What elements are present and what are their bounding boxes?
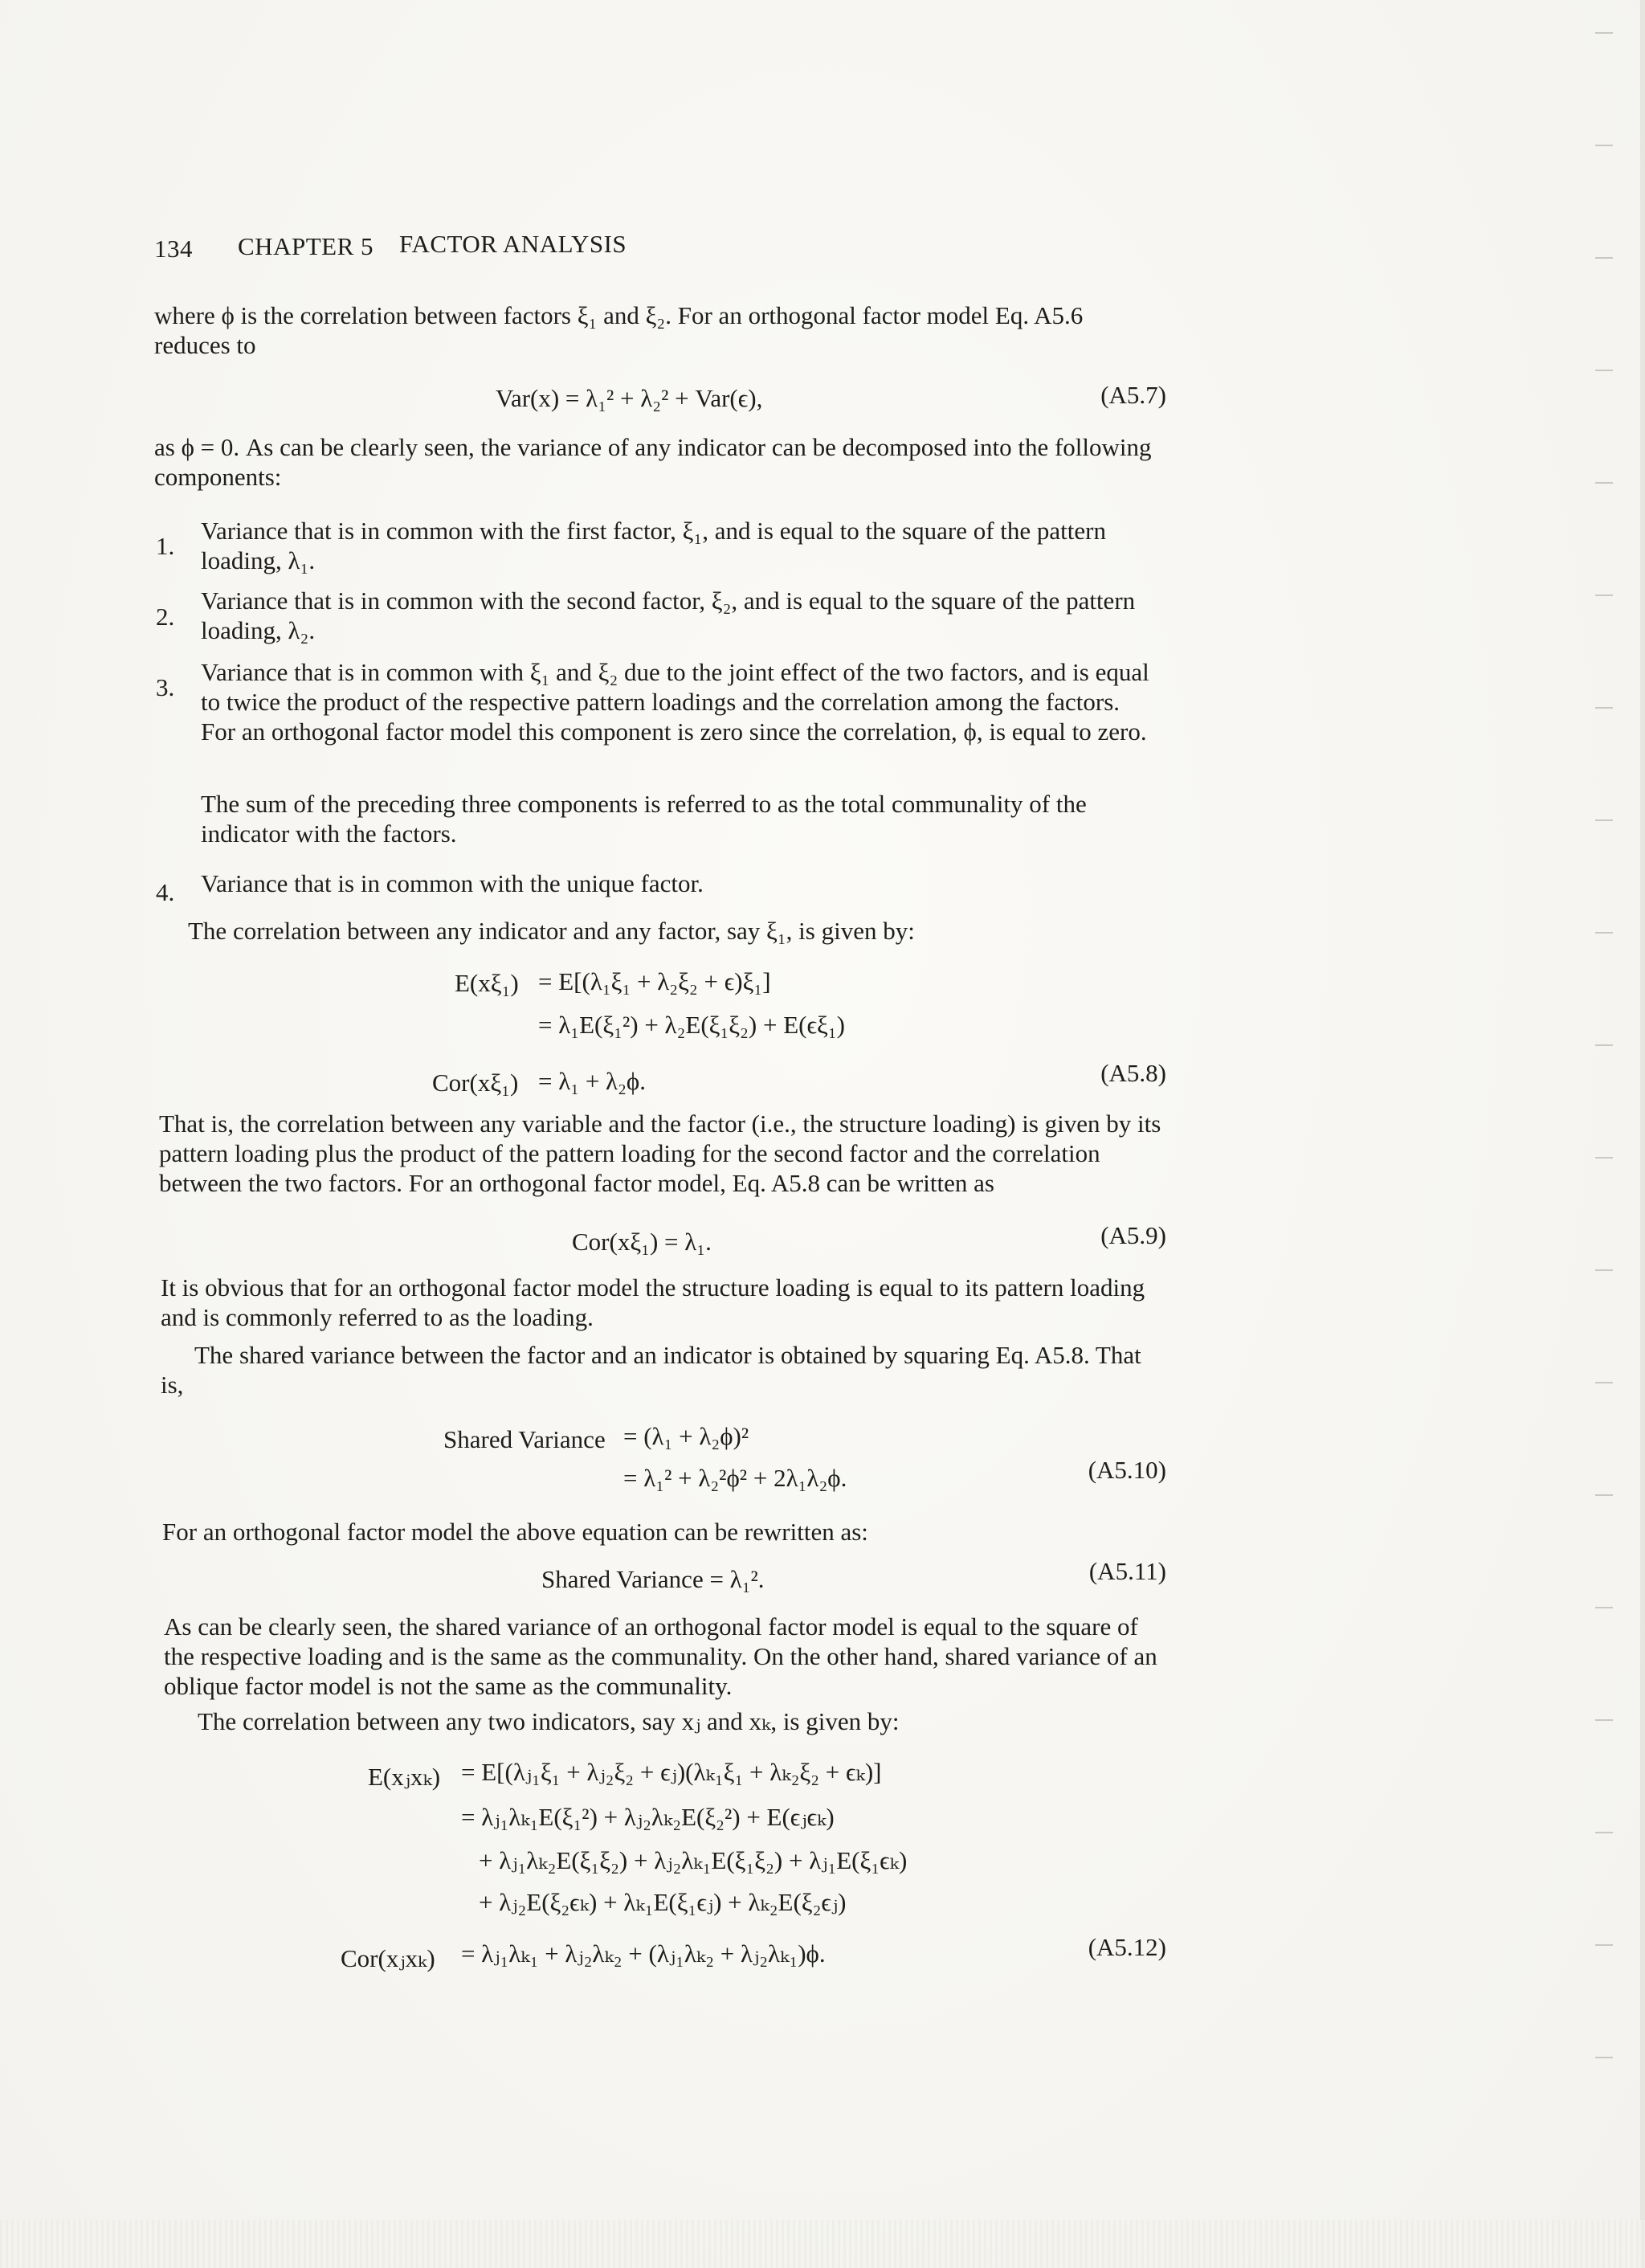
margin-tick [1595,819,1613,821]
equation-a5-12-line3-rhs: + λⱼ₁λₖ₂E(ξ₁ξ₂) + λⱼ₂λₖ₁E(ξ₁ξ₂) + λⱼ₁E(ξ₁ϵₖ) [479,1846,908,1874]
equation-a5-12-line4-rhs: + λⱼ₂E(ξ₂ϵₖ) + λₖ₁E(ξ₁ϵⱼ) + λₖ₂E(ξ₂ϵⱼ) [479,1888,847,1916]
margin-tick [1595,1157,1613,1159]
list-item: Variance that is in common with the first factor, ξ₁, and is equal to the square of the pattern loading, λ₁. [201,517,1106,574]
equation-a5-12-line2-rhs: = λⱼ₁λₖ₁E(ξ₁²) + λⱼ₂λₖ₂E(ξ₂²) + E(ϵⱼϵₖ) [461,1803,835,1831]
margin-tick [1595,257,1613,259]
equation-label-a5-12: (A5.12) [1088,1933,1166,1961]
equation-label-a5-9: (A5.9) [1100,1221,1166,1249]
paragraph-correlation-factor: The correlation between any indicator and any factor, say ξ₁, is given by: [188,917,915,945]
equation-a5-10-lhs: Shared Variance [443,1425,606,1453]
margin-tick [1595,2057,1613,2058]
paragraph-shared-variance: The shared variance between the factor and an indicator is obtained by squaring Eq. A5.8. That is, [161,1341,1141,1399]
equation-a5-10-line1-rhs: = (λ₁ + λ₂ϕ)² [623,1422,749,1450]
equation-a5-9: Cor(xξ₁) = λ₁. [572,1228,712,1256]
equation-a5-7: Var(x) = λ₁² + λ₂² + Var(ϵ), [496,384,763,412]
paragraph-structure-loading: That is, the correlation between any variable and the factor (i.e., the structure loading) is given by its pattern loading plus the product of the pattern loading for the second factor and the correlation between the two factors. For an orthogonal factor model, Eq. A5.8 can be written as [159,1109,1161,1197]
equation-label-a5-7: (A5.7) [1100,381,1166,409]
equation-a5-10-line2-rhs: = λ₁² + λ₂²ϕ² + 2λ₁λ₂ϕ. [623,1464,847,1492]
list-item-number: 4. [156,878,175,906]
scan-noise [0,2220,1645,2268]
equation-a5-8-line3-rhs: = λ₁ + λ₂ϕ. [538,1067,646,1095]
equation-a5-12-line1-rhs: = E[(λⱼ₁ξ₁ + λⱼ₂ξ₂ + ϵⱼ)(λₖ₁ξ₁ + λₖ₂ξ₂ + ϵₖ)] [461,1758,882,1786]
margin-tick [1595,1719,1613,1721]
margin-tick [1595,370,1613,371]
list-item: Variance that is in common with ξ₁ and ξ₂ due to the joint effect of the two factors, and is equal to twice the product of the respective pattern loadings and the correlation among the factors. For an orthogonal factor model this component is zero since the correlation, ϕ, is equal to zero. [201,658,1149,746]
margin-tick [1595,482,1613,484]
equation-a5-8-line2-rhs: = λ₁E(ξ₁²) + λ₂E(ξ₁ξ₂) + E(ϵξ₁) [538,1011,845,1039]
paragraph-orthogonal: It is obvious that for an orthogonal factor model the structure loading is equal to its pattern loading and is commonly referred to as the loading. [161,1273,1145,1331]
equation-a5-8-line1-rhs: = E[(λ₁ξ₁ + λ₂ξ₂ + ϵ)ξ₁] [538,967,771,995]
equation-a5-12-line1-lhs: E(xⱼxₖ) [368,1763,441,1791]
equation-a5-12-line5-rhs: = λⱼ₁λₖ₁ + λⱼ₂λₖ₂ + (λⱼ₁λₖ₂ + λⱼ₂λₖ₁)ϕ. [461,1939,826,1968]
equation-a5-11: Shared Variance = λ₁². [541,1565,765,1593]
list-item: Variance that is in common with the unique factor. [201,869,704,897]
paragraph-rewrite: For an orthogonal factor model the above equation can be rewritten as: [162,1518,868,1546]
paragraph-decomposition: as ϕ = 0. As can be clearly seen, the variance of any indicator can be decomposed into the following components: [154,433,1152,491]
margin-tick [1595,707,1613,709]
paragraph-intro: where ϕ is the correlation between factors ξ₁ and ξ₂. For an orthogonal factor model Eq. A5.6 reduces to [154,301,1084,359]
list-item-number: 2. [156,603,175,631]
paragraph-two-indicators: The correlation between any two indicators, say xⱼ and xₖ, is given by: [198,1707,900,1735]
margin-tick [1595,32,1613,34]
page-number: 134 [154,235,193,263]
paragraph-communality: As can be clearly seen, the shared variance of an orthogonal factor model is equal to the square of the respective loading and is the same as the communality. On the other hand, shared variance of an oblique factor model is not the same as the communality. [164,1612,1157,1700]
list-item: Variance that is in common with the second factor, ξ₂, and is equal to the square of the pattern loading, λ₂. [201,586,1136,644]
equation-a5-8-line3-lhs: Cor(xξ₁) [432,1069,519,1097]
scan-edge [1640,0,1645,2268]
margin-tick [1595,1944,1613,1946]
equation-label-a5-11: (A5.11) [1088,1557,1166,1585]
margin-tick [1595,145,1613,146]
equation-a5-12-line5-lhs: Cor(xⱼxₖ) [341,1944,435,1972]
margin-tick [1595,1269,1613,1271]
equation-label-a5-10: (A5.10) [1088,1456,1166,1484]
list-item-number: 1. [156,532,175,560]
margin-tick [1595,1832,1613,1833]
margin-tick [1595,1494,1613,1496]
margin-tick [1595,1382,1613,1383]
margin-tick [1595,595,1613,596]
margin-tick [1595,932,1613,934]
equation-a5-8-line1-lhs: E(xξ₁) [455,969,519,997]
margin-tick [1595,1607,1613,1608]
list-item-number: 3. [156,673,175,701]
margin-tick [1595,1044,1613,1046]
list-note: The sum of the preceding three components is referred to as the total communality of the indicator with the factors. [201,790,1087,848]
chapter-label: CHAPTER 5 [238,232,373,260]
equation-label-a5-8: (A5.8) [1100,1059,1166,1087]
section-title: FACTOR ANALYSIS [399,230,627,258]
